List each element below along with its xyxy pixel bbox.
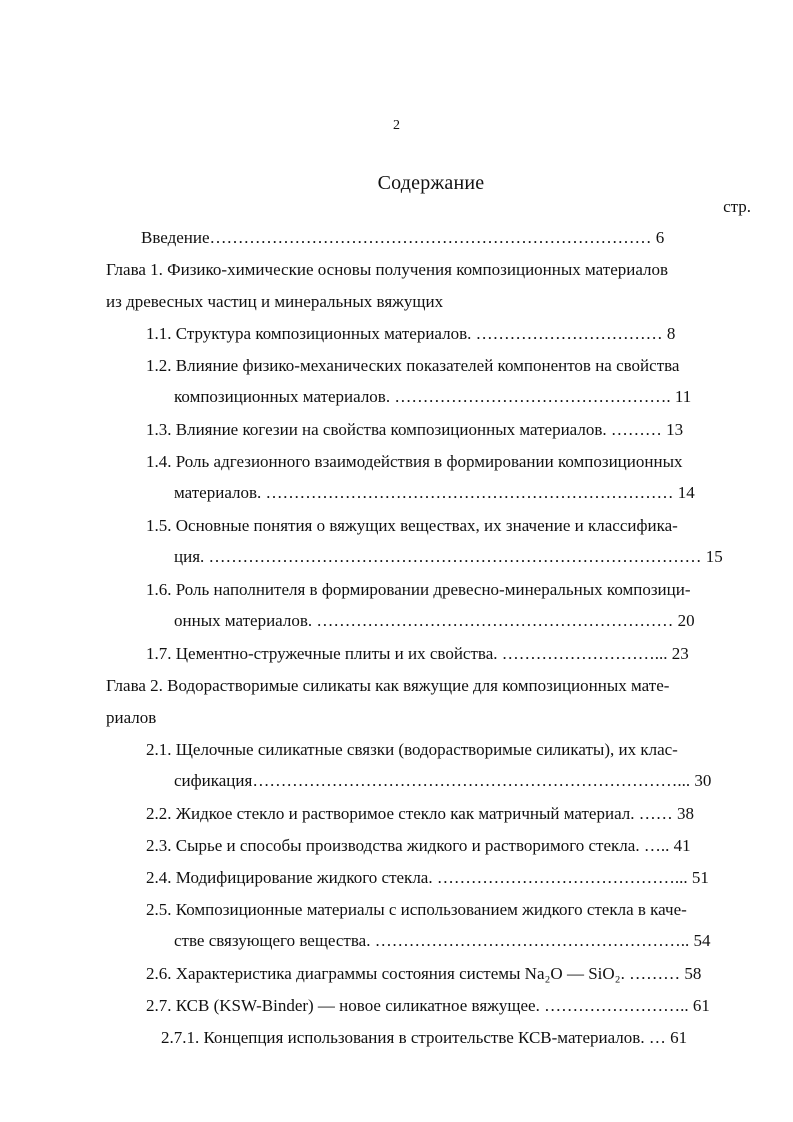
toc-entry-1-4-cont: материалов. ……………………………………………………………… 14	[174, 483, 695, 502]
toc-chapter-1-heading: Глава 1. Физико-химические основы получения композиционных материалов	[106, 260, 669, 279]
page-number: 2	[393, 118, 400, 133]
toc-page-column-label: стр.	[723, 197, 751, 216]
toc-entry-1-3: 1.3. Влияние когезии на свойства композиционных материалов. ……… 13	[146, 420, 684, 439]
toc-entry-1-1: 1.1. Структура композиционных материалов. …………………………… 8	[146, 324, 676, 343]
toc-entry-2-5-cont: стве связующего вещества. ……………………………………………….. 54	[174, 931, 711, 950]
toc-entry-1-5: 1.5. Основные понятия о вяжущих веществах, их значение и классифика-	[146, 516, 678, 535]
toc-entry-2-1: 2.1. Щелочные силикатные связки (водорастворимые силикаты), их клас-	[146, 740, 678, 759]
toc-entry-2-5: 2.5. Композиционные материалы с использованием жидкого стекла в каче-	[146, 900, 687, 919]
toc-entry-2-2: 2.2. Жидкое стекло и растворимое стекло как матричный материал. …… 38	[146, 804, 694, 823]
toc-chapter-1-heading-cont: из древесных частиц и минеральных вяжущих	[106, 292, 444, 311]
toc-entry-2-6: 2.6. Характеристика диаграммы состояния системы Na₂O — SiO₂. ……… 58	[146, 964, 702, 983]
toc-entry-2-7: 2.7. КСВ (KSW-Binder) — новое силикатное вяжущее. …………………….. 61	[146, 996, 710, 1015]
toc-entry-1-6: 1.6. Роль наполнителя в формировании древесно-минеральных композици-	[146, 580, 691, 599]
toc-entry-introduction: Введение…………………………………………………………………… 6	[141, 228, 665, 247]
toc-entry-1-2: 1.2. Влияние физико-механических показателей компонентов на свойства	[146, 356, 680, 375]
toc-entry-1-7: 1.7. Цементно-стружечные плиты и их свойства. ………………………... 23	[146, 644, 689, 663]
toc-chapter-2-heading: Глава 2. Водорастворимые силикаты как вяжущие для композиционных мате-	[106, 676, 670, 695]
toc-entry-1-6-cont: онных материалов. ……………………………………………………… 20	[174, 611, 695, 630]
toc-title: Содержание	[377, 172, 485, 194]
toc-entry-2-7-1: 2.7.1. Концепция использования в строительстве КСВ-материалов. … 61	[161, 1028, 688, 1047]
toc-entry-2-4: 2.4. Модифицирование жидкого стекла. ……………………………………... 51	[146, 868, 709, 887]
toc-entry-2-3: 2.3. Сырье и способы производства жидкого и растворимого стекла. ….. 41	[146, 836, 691, 855]
toc-entry-1-4: 1.4. Роль адгезионного взаимодействия в формировании композиционных	[146, 452, 683, 471]
toc-entry-1-2-cont: композиционных материалов. …………………………………………. 11	[174, 387, 692, 406]
toc-entry-2-1-cont: сификация…………………………………………………………………... 30	[174, 771, 712, 790]
toc-entry-1-5-cont: ция. …………………………………………………………………………… 15	[174, 547, 723, 566]
toc-chapter-2-heading-cont: риалов	[106, 708, 157, 727]
